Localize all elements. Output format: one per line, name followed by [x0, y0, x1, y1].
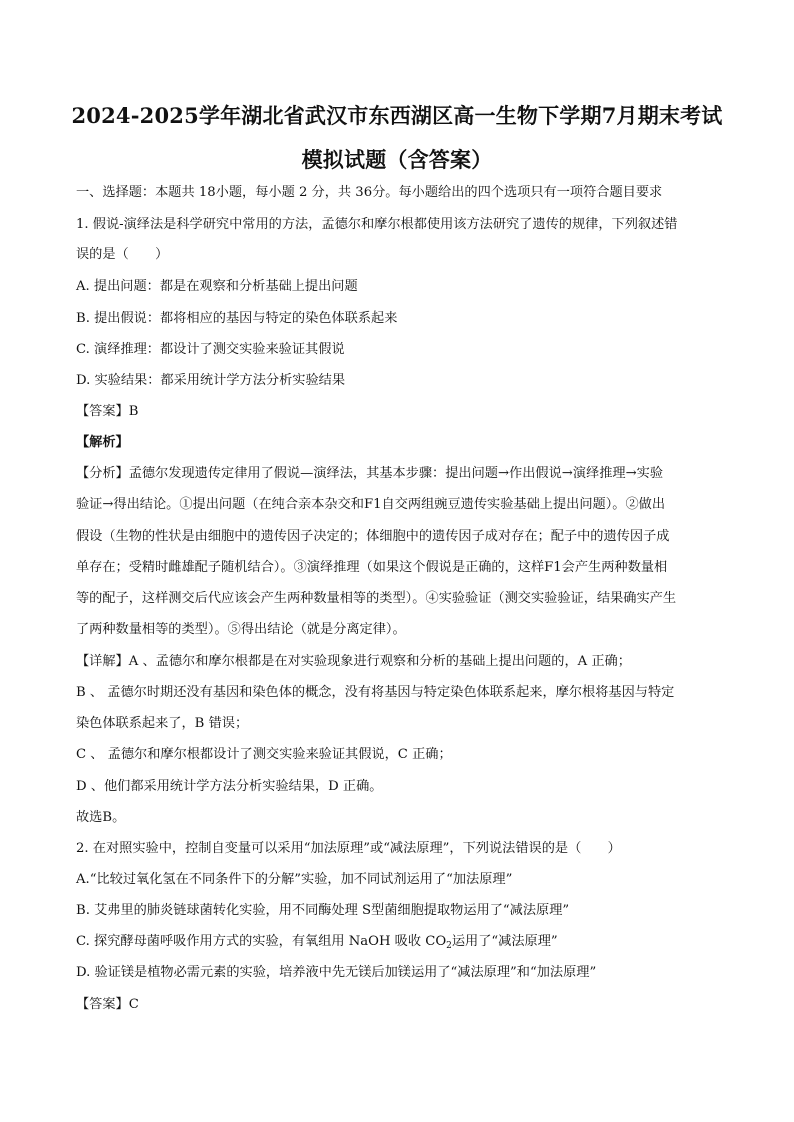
q1-conclusion: 故选B。	[76, 810, 126, 825]
q1-analysis-line-1: 【分析】孟德尔发现遗传定律用了假说—演绎法，其基本步骤：提出问题→作出假说→演绎推理→实验	[76, 466, 664, 481]
q2-option-c-tail: 运用了“减法原理”	[451, 934, 558, 949]
q1-answer: 【答案】B	[76, 404, 139, 419]
q2-option-a: A.“比较过氧化氢在不同条件下的分解”实验，加不同试剂运用了“加法原理”	[76, 872, 513, 887]
q1-stem-line-2: 误的是（ ）	[76, 247, 169, 262]
title-line-1: 2024-2025学年湖北省武汉市东西湖区高一生物下学期7月期末考试	[71, 103, 723, 128]
q2-stem: 2. 在对照实验中，控制自变量可以采用“加法原理”或“减法原理”，下列说法错误的是（ ）	[76, 841, 621, 856]
q1-analysis-heading: 【解析】	[76, 435, 129, 450]
q1-analysis-line-3: 假设（生物的性状是由细胞中的遗传因子决定的；体细胞中的遗传因子成对存在；配子中的遗传因子成	[76, 529, 670, 544]
q2-answer: 【答案】C	[76, 997, 139, 1012]
q1-option-b: B. 提出假说：都将相应的基因与特定的染色体联系起来	[76, 311, 398, 326]
q1-analysis-line-5: 等的配子，这样测交后代应该会产生两种数量相等的类型）。④实验验证（测交实验验证，结果确实产生	[76, 591, 677, 606]
q2-option-c-text: C. 探究酵母菌呼吸作用方式的实验，有氧组用 NaOH 吸收 CO	[76, 934, 447, 949]
q1-detail-line-2: B 、 孟德尔时期还没有基因和染色体的概念，没有将基因与特定染色体联系起来，摩尔根将基因与特定	[76, 685, 675, 700]
q1-detail-line-3: 染色体联系起来了，B 错误；	[76, 716, 249, 731]
q1-stem-line-1: 1. 假说-演绎法是科学研究中常用的方法，孟德尔和摩尔根都使用该方法研究了遗传的规律，下列叙述错	[76, 217, 678, 232]
q1-option-d: D. 实验结果：都采用统计学方法分析实验结果	[76, 373, 346, 388]
q1-analysis-line-2: 验证→得出结论。①提出问题（在纯合亲本杂交和F1自交两组豌豆遗传实验基础上提出问题）。②做出	[76, 497, 666, 512]
q2-option-c	[76, 933, 558, 955]
q2-option-d: D. 验证镁是植物必需元素的实验，培养液中先无镁后加镁运用了“减法原理”和“加法原理”	[76, 965, 597, 980]
q1-analysis-line-4: 单存在；受精时雌雄配子随机结合）。③演绎推理（如果这个假说是正确的，这样F1会产生两种数量相	[76, 560, 668, 575]
q1-detail-line-5: D 、他们都采用统计学方法分析实验结果，D 正确。	[76, 779, 383, 794]
q1-detail-line-4: C 、 孟德尔和摩尔根都设计了测交实验来验证其假说，C 正确；	[76, 747, 452, 762]
q2-option-b: B. 艾弗里的肺炎链球菌转化实验，用不同酶处理 S型菌细胞提取物运用了“减法原理”	[76, 903, 570, 918]
title-line-2: 模拟试题（含答案）	[301, 147, 493, 172]
q2-option-c-subscript: 2	[446, 941, 452, 951]
q1-option-a: A. 提出问题：都是在观察和分析基础上提出问题	[76, 279, 358, 294]
q1-option-c: C. 演绎推理：都设计了测交实验来验证其假说	[76, 342, 345, 357]
section-heading: 一、选择题：本题共 18小题，每小题 2 分，共 36分。每小题给出的四个选项只有一项符合题目要求	[76, 185, 663, 200]
q1-detail-line-1: 【详解】A 、孟德尔和摩尔根都是在对实验现象进行观察和分析的基础上提出问题的，A 正确；	[76, 654, 631, 669]
q1-analysis-line-6: 了两种数量相等的类型）。⑤得出结论（就是分离定律）。	[76, 622, 406, 637]
